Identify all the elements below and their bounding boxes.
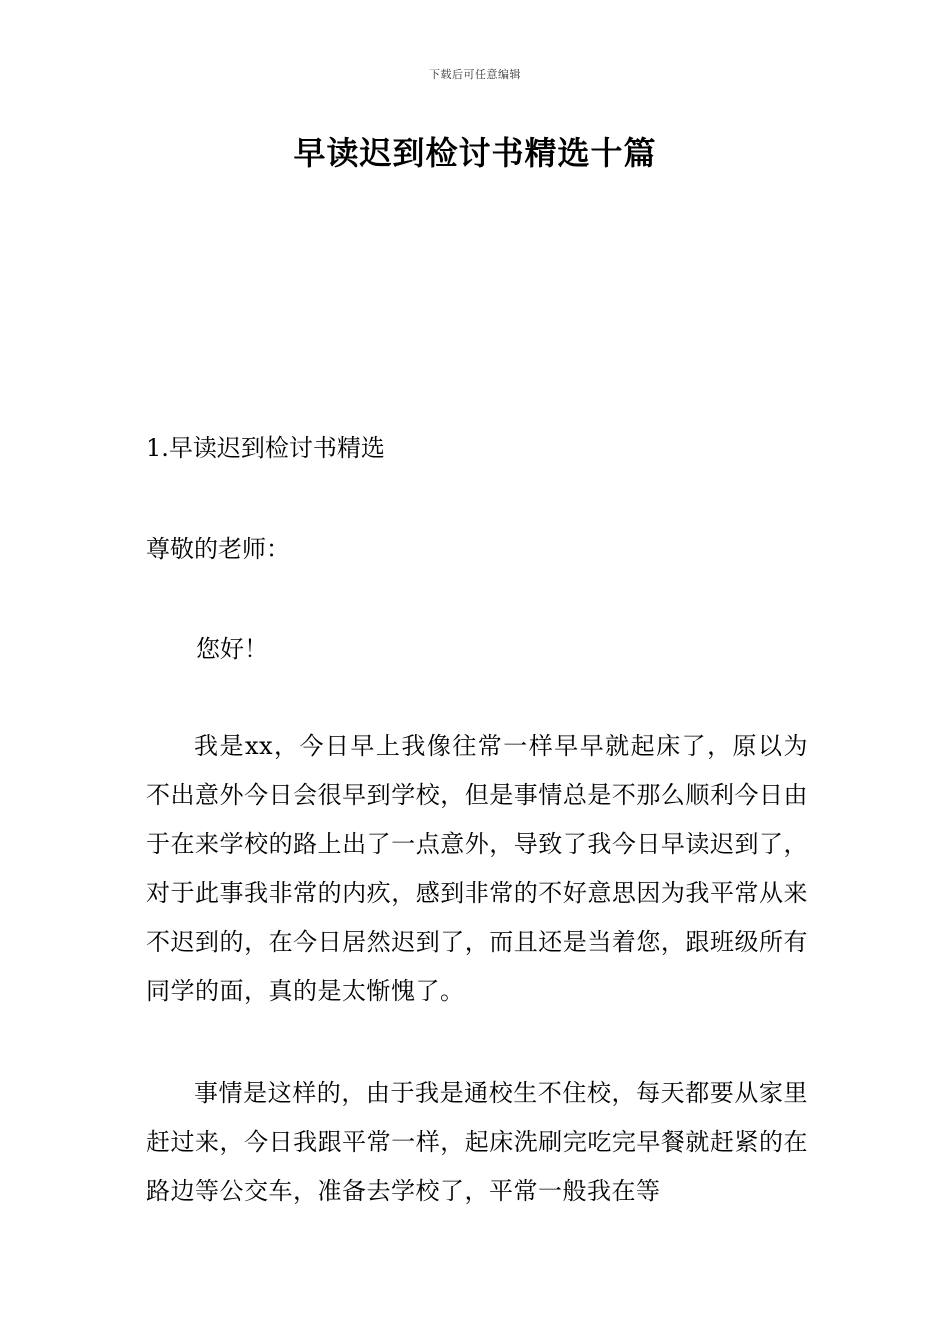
body-paragraph-2: 事情是这样的，由于我是通校生不住校，每天都要从家里赶过来，今日我跟平常一样，起床洗刷完吃完早餐就赶紧的在路边等公交车，准备去学校了，平常一般我在等 <box>146 1079 808 1205</box>
document-title: 早读迟到检讨书精选十篇 <box>293 134 657 172</box>
section-heading: 1.早读迟到检讨书精选 <box>146 434 385 462</box>
greeting: 您好！ <box>196 635 268 663</box>
body-paragraph-1: 我是xx，今日早上我像往常一样早早就起床了，原以为不出意外今日会很早到学校，但是事情总是不那么顺利今日由于在来学校的路上出了一点意外，导致了我今日早读迟到了，对于此事我非常的内疚，感到非常的不好意思因为我平常从来不迟到的，在今日居然迟到了，而且还是当着您，跟班级所有同学的面，真的是太惭愧了。 <box>146 732 808 1005</box>
header-note: 下载后可任意编辑 <box>429 68 521 81</box>
salutation: 尊敬的老师： <box>146 535 290 563</box>
